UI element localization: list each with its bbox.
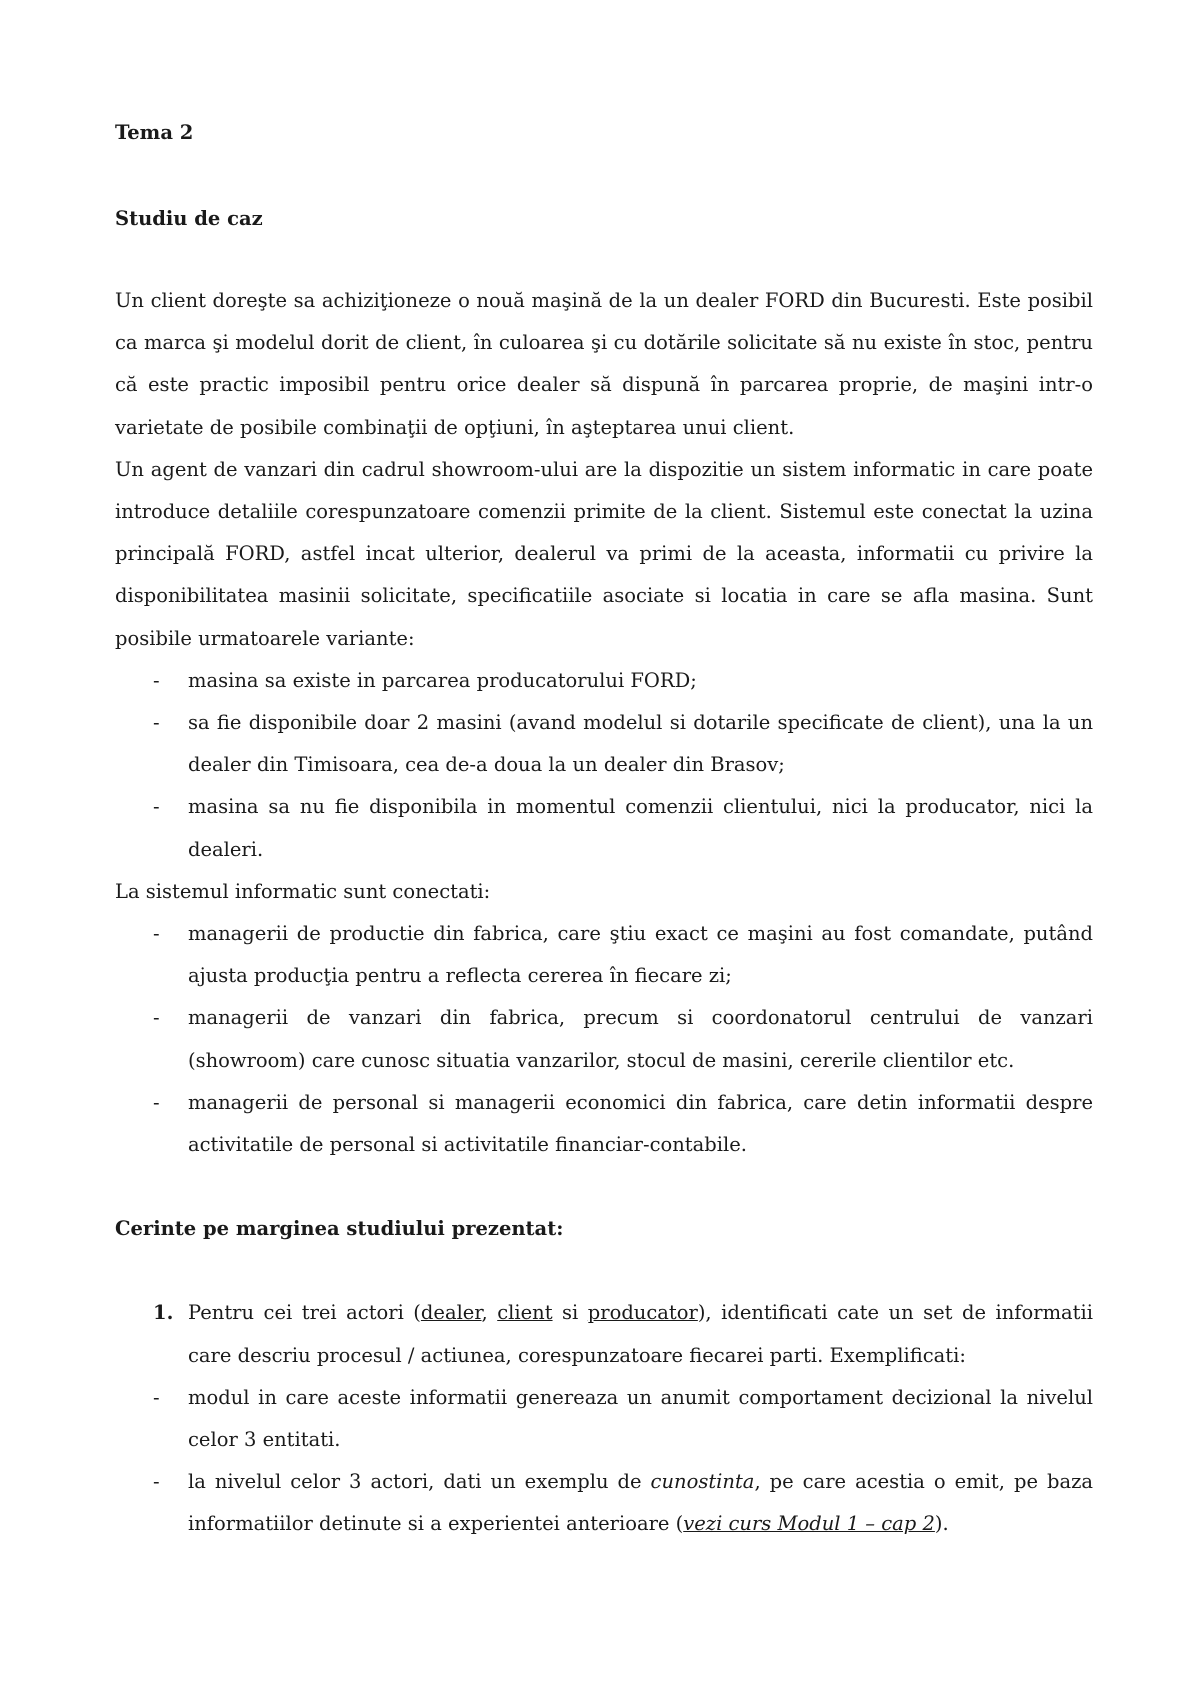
list-item — [115, 913, 1093, 997]
term-cunostinta: cunostinta — [650, 1470, 755, 1494]
connected-text: managerii de productie din fabrica, care ştiu exact ce maşini au fost comandate, putând ajusta producţia pentru a reflecta cererea în fiecare zi; — [188, 922, 1093, 988]
course-reference-link[interactable]: vezi curs Modul 1 – cap 2 — [683, 1512, 935, 1536]
intro-paragraph: Un client doreşte sa achiziţioneze o nouă maşină de la un dealer FORD din Bucuresti. Este posibil ca marca şi modelul dorit de client, în culoarea şi cu dotările solicitate să nu existe în stoc, pentru că este practic imposibil pentru orice dealer să dispună în parcarea proprie, de maşini intr-o varietate de posibile combinaţii de opţiuni, în aşteptarea unui client. — [115, 289, 1093, 439]
dash-marker: - — [153, 795, 160, 819]
dash-marker: - — [153, 1470, 160, 1494]
list-item — [115, 1461, 1093, 1545]
document-title: Tema 2 — [115, 121, 194, 144]
list-item — [115, 1377, 1093, 1461]
dash-marker: - — [153, 1006, 160, 1030]
subitem-text-after: ). — [934, 1512, 949, 1536]
requirements-heading: Cerinte pe marginea studiului prezentat: — [115, 1217, 564, 1241]
list-item — [115, 1082, 1093, 1166]
actor-client: client — [497, 1301, 553, 1325]
subitem-text-before: la nivelul celor 3 actori, dati un exemplu de — [188, 1470, 651, 1494]
system-paragraph: Un agent de vanzari din cadrul showroom-ului are la dispozitie un sistem informatic in care poate introduce detaliile corespunzatoare comenzii primite de la client. Sistemul este conectat la uzina principală FORD, astfel incat ulterior, dealerul va primi de la aceasta, informatii cu privire la disponibilitatea masinii solicitate, specificatiile asociate si locatia in care se afla masina. Sunt posibile urmatoarele variante: — [115, 457, 1093, 650]
actor-dealer: dealer — [420, 1301, 482, 1325]
variant-text: masina sa existe in parcarea producatorului FORD; — [188, 668, 697, 692]
requirement-item — [115, 1292, 1093, 1376]
subitem-text-middle: , pe care acestia o emit, pe baza informatiilor detinute si a experientei anterioare ( — [188, 1470, 1093, 1536]
variant-text: masina sa nu fie disponibila in momentul comenzii clientului, nici la producator, nici la dealeri. — [188, 795, 1093, 861]
document-subtitle: Studiu de caz — [115, 207, 263, 230]
dash-marker: - — [153, 668, 160, 692]
requirement-subitems — [115, 1377, 1093, 1546]
variant-text: sa fie disponibile doar 2 masini (avand modelul si dotarile specificate de client), una la un dealer din Timisoara, cea de-a doua la un dealer din Brasov; — [188, 711, 1093, 777]
variants-list — [115, 660, 1093, 871]
requirement-text-after: ), identificati cate un set de informatii care descriu procesul / actiunea, corespunzatoare fiecarei parti. Exemplificati: — [188, 1301, 1093, 1367]
connected-text: managerii de vanzari din fabrica, precum si coordonatorul centrului de vanzari (showroom) care cunosc situatia vanzarilor, stocul de masini, cererile clientilor etc. — [188, 1006, 1093, 1072]
dash-marker: - — [153, 922, 160, 946]
list-item — [115, 786, 1093, 870]
connected-text: managerii de personal si managerii economici din fabrica, care detin informatii despre activitatile de personal si activitatile financiar-contabile. — [188, 1090, 1093, 1157]
requirement-number: 1. — [153, 1301, 174, 1325]
dash-marker: - — [153, 1090, 160, 1114]
connected-intro: La sistemul informatic sunt conectati: — [115, 879, 491, 903]
list-item — [115, 997, 1093, 1081]
document-page — [115, 112, 1093, 1546]
requirement-sep: si — [552, 1301, 588, 1325]
list-item — [115, 702, 1093, 786]
requirement-sep: , — [481, 1301, 498, 1325]
subitem-text: modul in care aceste informatii genereaza un anumit comportament decizional la nivelul celor 3 entitati. — [188, 1385, 1093, 1452]
list-item — [115, 660, 1093, 702]
actor-producator: producator — [587, 1301, 698, 1325]
requirement-text-before: Pentru cei trei actori ( — [188, 1301, 421, 1325]
dash-marker: - — [153, 711, 160, 735]
connected-list — [115, 913, 1093, 1166]
dash-marker: - — [153, 1385, 160, 1409]
